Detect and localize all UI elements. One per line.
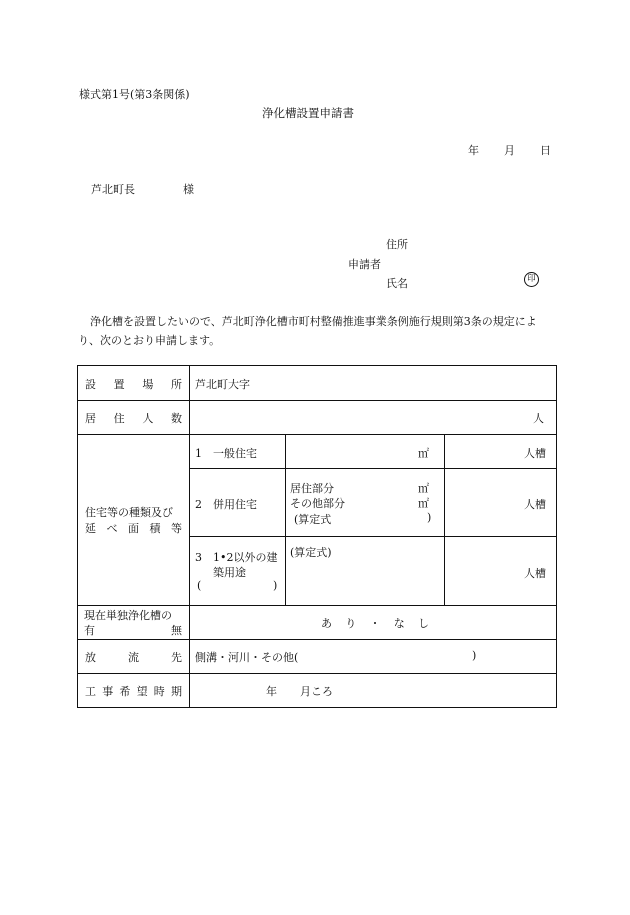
addressee: 芦北町長 xyxy=(91,183,135,196)
mixed-housing-label: 2 併用住宅 xyxy=(195,498,257,511)
mixed-calc-formula: (算定式 xyxy=(294,513,332,526)
application-table xyxy=(77,365,557,708)
resident-part-area-unit: ㎡ xyxy=(418,482,429,495)
other-use-paren-open: ( xyxy=(197,579,202,592)
schedule-month: 月ころ xyxy=(300,685,333,698)
other-use-tank-unit: 人槽 xyxy=(524,567,546,580)
floor-area-label: 延 べ 面 積 等 xyxy=(85,522,182,535)
residents-unit: 人 xyxy=(533,412,544,425)
resident-part-label: 居住部分 xyxy=(290,482,334,495)
date-month-label: 月 xyxy=(504,144,515,157)
existing-tank-choices: あ り ・ な し xyxy=(321,617,429,630)
applicant-label: 申請者 xyxy=(348,258,381,271)
general-housing-area-unit: ㎡ xyxy=(418,447,429,460)
discharge-label: 放 流 先 xyxy=(85,651,182,664)
schedule-year: 年 xyxy=(266,685,277,698)
existing-tank-label-has: 有 xyxy=(84,624,95,637)
location-label: 設 置 場 所 xyxy=(85,378,182,391)
housing-type-label: 住宅等の種類及び xyxy=(85,506,173,519)
mixed-housing-tank-unit: 人槽 xyxy=(524,498,546,511)
other-use-paren-close: ) xyxy=(273,579,278,592)
address-label: 住所 xyxy=(386,238,408,251)
location-value: 芦北町大字 xyxy=(195,378,250,391)
name-label: 氏名 xyxy=(386,277,408,290)
other-use-label-line2: 築用途 xyxy=(213,566,246,579)
other-use-label-line1: 3 1•2以外の建 xyxy=(195,551,278,564)
other-use-calc-formula: (算定式) xyxy=(290,546,332,559)
discharge-options: 側溝・河川・その他( xyxy=(195,651,299,664)
other-part-label: その他部分 xyxy=(290,497,345,510)
application-statement: 浄化槽を設置したいので、芦北町浄化槽市町村整備推進事業条例施行規則第3条の規定により、次のとおり申請します。 xyxy=(78,315,537,347)
date-day-label: 日 xyxy=(540,144,551,157)
residents-label: 居 住 人 数 xyxy=(85,412,182,425)
discharge-options-close: ) xyxy=(472,649,477,662)
mixed-calc-close: ) xyxy=(427,511,432,524)
schedule-label: 工 事 希 望 時 期 xyxy=(85,685,182,698)
other-part-area-unit: ㎡ xyxy=(418,497,429,510)
date-year-label: 年 xyxy=(468,144,479,157)
document-title: 浄化槽設置申請書 xyxy=(262,106,354,120)
seal-mark: 印 xyxy=(524,272,539,287)
existing-tank-label-line1: 現在単独浄化槽の xyxy=(84,609,172,622)
existing-tank-label-none: 無 xyxy=(171,624,182,637)
general-housing-tank-unit: 人槽 xyxy=(524,447,546,460)
addressee-honorific: 様 xyxy=(183,183,194,196)
general-housing-label: 1 一般住宅 xyxy=(195,447,257,460)
form-number: 様式第1号(第3条関係) xyxy=(79,88,190,101)
